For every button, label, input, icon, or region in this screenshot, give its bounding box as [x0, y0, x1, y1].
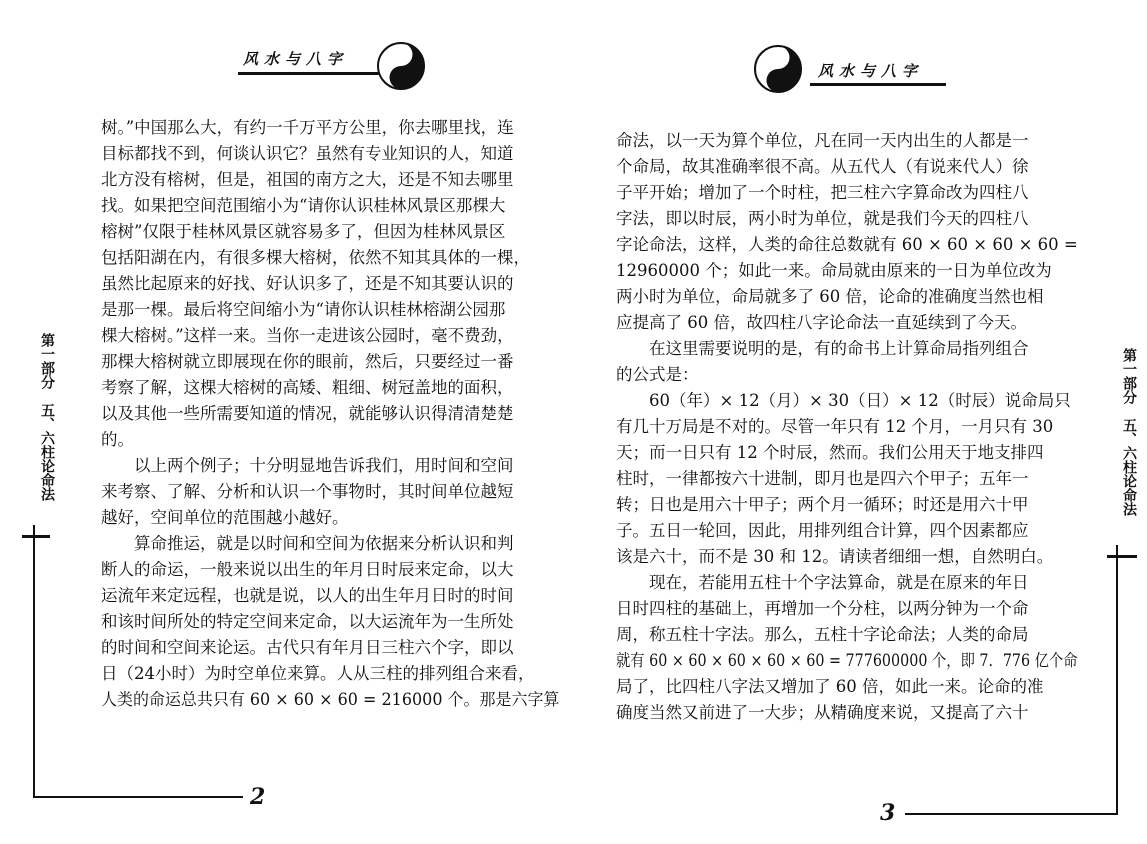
- text-line: 是那一棵。最后将空间缩小为“请你认识桂林榕湖公园那: [101, 300, 506, 319]
- text-line: 算命推运，就是以时间和空间为依据来分析认识和判: [134, 534, 514, 553]
- header-rule: [238, 72, 380, 75]
- yin-yang-icon: [753, 44, 803, 94]
- footer-rule: [905, 813, 1118, 815]
- text-line: 柱时，一律都按六十进制，即月也是四六个甲子；五年一: [616, 469, 1029, 488]
- left-body-text: [101, 115, 574, 713]
- side-section-label: 第一部分 五、六柱论命法: [1121, 348, 1137, 516]
- header-rule: [810, 83, 946, 86]
- text-line: 来考察、了解、分析和认识一个事物时，其时间单位越短: [101, 482, 514, 501]
- text-line: 找。如果把空间范围缩小为“请你认识桂林风景区那棵大: [101, 196, 506, 215]
- text-line: 的时间和空间来论运。古代只有年月日三柱六个字，即以: [101, 638, 514, 657]
- text-line: 命法，以一天为算个单位，凡在同一天内出生的人都是一: [616, 131, 1029, 150]
- text-line: 局了，比四柱八字法又增加了 60 倍，如此一来。论命的准: [616, 677, 1044, 696]
- text-line: 目标都找不到，何谈认识它？虽然有专业知识的人，知道: [101, 144, 514, 163]
- text-line: 现在，若能用五柱十个字法算命，就是在原来的年日: [649, 573, 1029, 592]
- side-section-label: 第一部分 五、六柱论命法: [39, 333, 55, 501]
- text-line: 字论命法，这样，人类的命往总数就有 60 × 60 × 60 × 60 =: [616, 235, 1078, 254]
- text-line: 的公式是：: [616, 365, 699, 384]
- text-line: 榕树”仅限于桂林风景区就容易多了，但因为桂林风景区: [101, 222, 506, 241]
- text-line: 断人的命运，一般来说以出生的年月日时辰来定命，以大: [101, 560, 514, 579]
- text-line: 转；日也是用六十甲子；两个月一循环；时还是用六十甲: [616, 495, 1029, 514]
- text-line: 两小时为单位，命局就多了 60 倍，论命的准确度当然也相: [616, 287, 1044, 306]
- text-line: 的。: [101, 430, 134, 449]
- yin-yang-icon: [376, 41, 426, 91]
- text-line: 人类的命运总共只有 60 × 60 × 60 = 216000 个。那是六字算: [101, 690, 560, 709]
- text-line: 确度当然又前进了一大步；从精确度来说，又提高了六十: [616, 703, 1029, 722]
- text-line: 有几十万局是不对的。尽管一年只有 12 个月，一月只有 30: [616, 417, 1054, 436]
- text-line: 天；而一日只有 12 个时辰，然而。我们公用天于地支排四: [616, 443, 1044, 462]
- text-line: 就有 60 × 60 × 60 × 60 × 60 = 777600000 个，即 7．776 亿个命: [616, 651, 1078, 670]
- text-line: 那棵大榕树就立即展现在你的眼前，然后，只要经过一番: [101, 352, 514, 371]
- text-line: 运流年来定远程，也就是说，以人的出生年月日时的时间: [101, 586, 514, 605]
- text-line: 应提高了 60 倍，故四柱八字论命法一直延续到了今天。: [616, 313, 1027, 332]
- text-line: 树。”中国那么大，有约一千万平方公里，你去哪里找，连: [101, 118, 514, 137]
- text-line: 在这里需要说明的是，有的命书上计算命局指列组合: [649, 339, 1029, 358]
- text-line: 字法，即以时辰，两小时为单位，就是我们今天的四柱八: [616, 209, 1029, 228]
- text-line: 包括阳湖在内，有很多棵大榕树，依然不知其具体的一棵，: [101, 248, 530, 267]
- right-page: [573, 0, 1147, 844]
- header-title: 风水与八字: [243, 50, 349, 68]
- text-line: 考察了解，这棵大榕树的高矮、粗细、树冠盖地的面积，: [101, 378, 514, 397]
- text-line: 12960000 个；如此一来。命局就由原来的一日为单位改为: [616, 261, 1052, 280]
- side-tick: [1107, 555, 1137, 558]
- text-line: 北方没有榕树，但是，祖国的南方之大，还是不知去哪里: [101, 170, 514, 189]
- text-line: 以及其他一些所需要知道的情况，就能够认识得清清楚楚: [101, 404, 514, 423]
- text-line: 日时四柱的基础上，再增加一个分柱，以两分钟为一个命: [616, 599, 1029, 618]
- text-line: 子。五日一轮回，因此，用排列组合计算，四个因素都应: [616, 521, 1029, 540]
- side-rule: [33, 525, 35, 797]
- side-rule: [1116, 545, 1118, 813]
- text-line: 该是六十，而不是 30 和 12。请读者细细一想，自然明白。: [616, 547, 1054, 566]
- side-tick: [22, 535, 50, 538]
- text-line: 子平开始；增加了一个时柱，把三柱六字算命改为四柱八: [616, 183, 1029, 202]
- page-number: 2: [250, 784, 266, 810]
- header-title: 风水与八字: [818, 62, 924, 80]
- footer-rule: [33, 796, 243, 798]
- text-line: 以上两个例子；十分明显地告诉我们，用时间和空间: [134, 456, 514, 475]
- text-line: 虽然比起原来的好找、好认识多了，还是不知其要认识的: [101, 274, 514, 293]
- text-line: 越好，空间单位的范围越小越好。: [101, 508, 349, 527]
- text-line: 周，称五柱十字法。那么，五柱十字论命法；人类的命局: [616, 625, 1029, 644]
- text-line: 棵大榕树。”这样一来。当你一走进该公园时，毫不费劲，: [101, 326, 514, 345]
- text-line: 和该时间所处的特定空间来定命，以大运流年为一生所处: [101, 612, 514, 631]
- left-page: [0, 0, 573, 844]
- right-body-text: [616, 128, 1147, 726]
- page-number: 3: [880, 800, 896, 826]
- text-line: 60（年）× 12（月）× 30（日）× 12（时辰）说命局只: [649, 391, 1071, 410]
- text-line: 个命局，故其准确率很不高。从五代人（有说来代人）徐: [616, 157, 1029, 176]
- text-line: 日（24小时）为时空单位来算。人从三柱的排列组合来看，: [101, 664, 535, 683]
